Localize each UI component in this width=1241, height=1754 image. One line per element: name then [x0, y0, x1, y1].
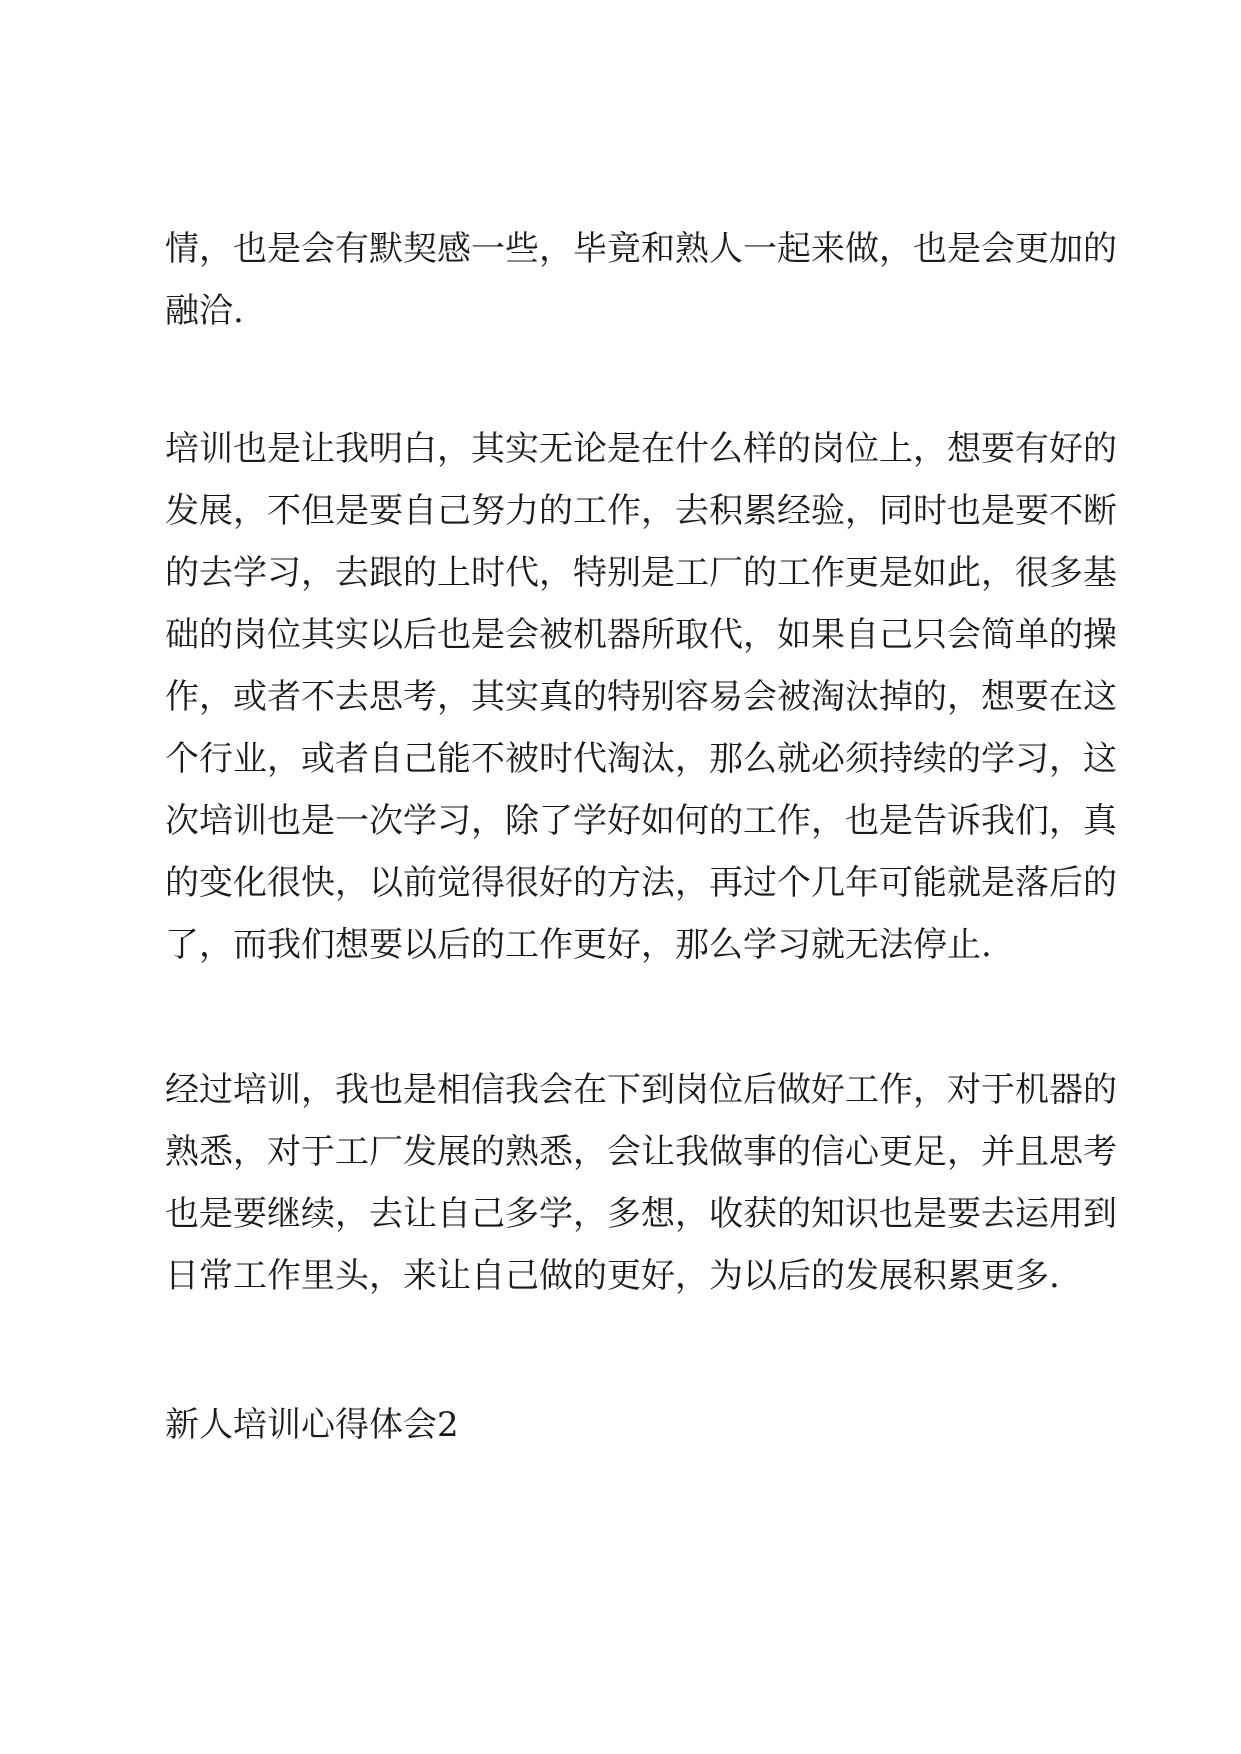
paragraph-line: 日常工作里头，来让自己做的更好，为以后的发展积累更多. [165, 1256, 1060, 1296]
paragraph-line: 情，也是会有默契感一些，毕竟和熟人一起来做，也是会更加的 [165, 229, 1117, 269]
paragraph-line: 作，或者不去思考，其实真的特别容易会被淘汰掉的，想要在这 [165, 677, 1117, 717]
paragraph-line: 次培训也是一次学习，除了学好如何的工作，也是告诉我们，真 [165, 801, 1117, 841]
paragraph-line: 培训也是让我明白，其实无论是在什么样的岗位上，想要有好的 [165, 429, 1117, 469]
paragraph-line: 的变化很快，以前觉得很好的方法，再过个几年可能就是落后的 [165, 863, 1117, 903]
paragraph-after-training [165, 1059, 1117, 1307]
paragraph-line: 发展，不但是要自己努力的工作，去积累经验，同时也是要不断 [165, 491, 1117, 531]
paragraph-line: 础的岗位其实以后也是会被机器所取代，如果自己只会简单的操 [165, 615, 1117, 655]
paragraph-line: 的去学习，去跟的上时代，特别是工厂的工作更是如此，很多基 [165, 553, 1117, 593]
paragraph-closing-remarks [165, 218, 1117, 342]
section-heading: 新人培训心得体会2 [165, 1405, 459, 1445]
paragraph-learning [165, 418, 1117, 976]
paragraph-line: 个行业，或者自己能不被时代淘汰，那么就必须持续的学习，这 [165, 739, 1117, 779]
paragraph-line: 也是要继续，去让自己多学，多想，收获的知识也是要去运用到 [165, 1194, 1117, 1234]
paragraph-line: 融洽. [165, 291, 244, 331]
paragraph-line: 经过培训，我也是相信我会在下到岗位后做好工作，对于机器的 [165, 1070, 1117, 1110]
paragraph-line: 熟悉，对于工厂发展的熟悉，会让我做事的信心更足，并且思考 [165, 1132, 1117, 1172]
paragraph-line: 了，而我们想要以后的工作更好，那么学习就无法停止. [165, 925, 992, 965]
